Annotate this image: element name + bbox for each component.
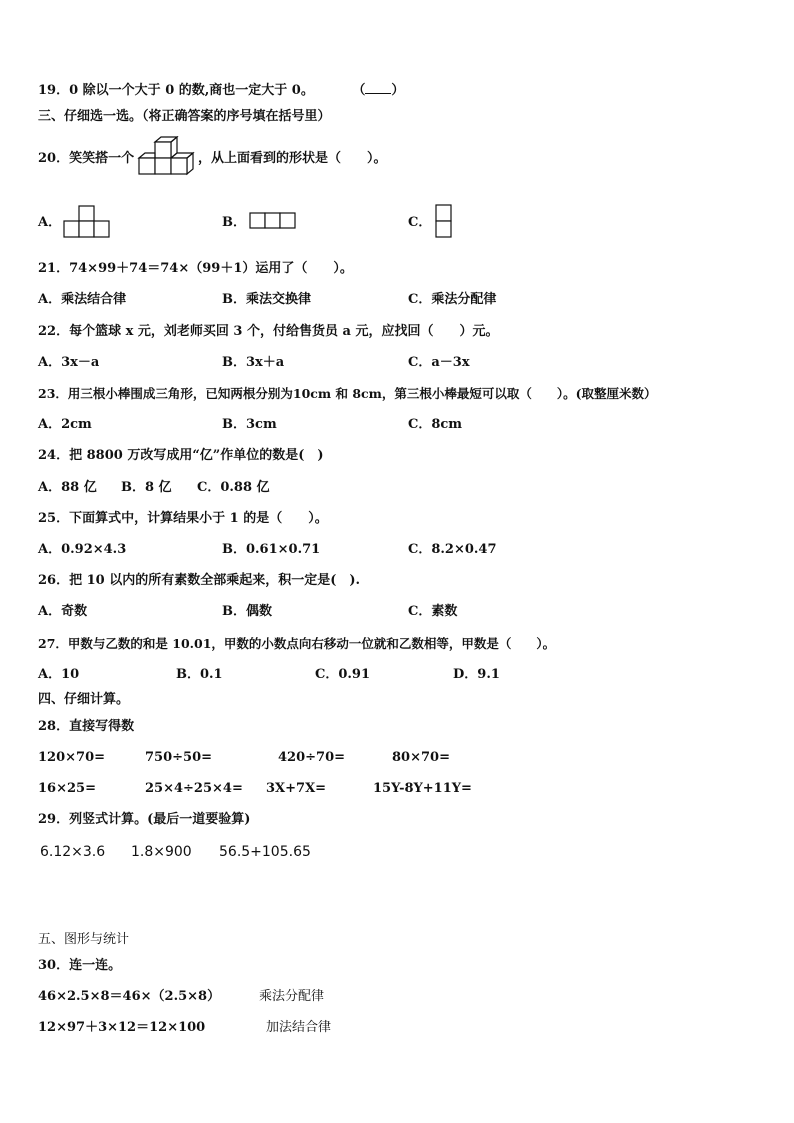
q22-option-c[interactable]: C．a－3x <box>408 355 470 370</box>
q30-left-1[interactable]: 46×2.5×8＝46×（2.5×8） <box>38 989 221 1004</box>
q19-bracket-open: （ <box>352 83 366 98</box>
row-top-left <box>139 153 155 158</box>
bottom-cube-2 <box>155 158 171 174</box>
q20-option-a-label: A． <box>38 215 62 230</box>
q19 <box>38 83 404 99</box>
q20-option-b-label: B． <box>222 215 246 230</box>
q29-title: 29．列竖式计算。(最后一道要验算) <box>38 812 251 827</box>
q29-item-3: 56.5+105.65 <box>219 844 311 860</box>
q27-option-a[interactable]: A．10 <box>38 667 80 682</box>
q26-option-c[interactable]: C．素数 <box>408 604 458 619</box>
q23-option-a[interactable]: A．2cm <box>38 417 92 432</box>
q30-left-2[interactable]: 12×97＋3×12＝12×100 <box>38 1020 206 1035</box>
q28-r2-c3: 3X+7X= <box>266 781 327 796</box>
q25-option-a[interactable] <box>38 542 126 558</box>
q24-option-a[interactable]: A．88 亿 <box>38 480 97 495</box>
q20-option-c-shape[interactable] <box>434 203 454 239</box>
q21-option-b[interactable]: B．乘法交换律 <box>222 292 311 307</box>
q20-option-b-shape[interactable] <box>248 211 298 231</box>
q25-option-b-text: B．0.61×0.71 <box>222 542 321 557</box>
q28-r1-c4: 80×70= <box>392 750 450 765</box>
q25-option-c[interactable] <box>408 542 497 558</box>
q26-option-b[interactable]: B．偶数 <box>222 604 272 619</box>
section-3-heading: 三、仔细选一选。（将正确答案的序号填在括号里） <box>38 109 331 124</box>
q19-answer-blank[interactable] <box>365 83 391 94</box>
q28-r2-c1: 16×25= <box>38 781 96 796</box>
q27-option-b[interactable]: B．0.1 <box>176 667 223 682</box>
q30-right-2[interactable]: 加法结合律 <box>266 1020 332 1035</box>
q20-post: ，从上面看到的形状是（ ）。 <box>198 151 387 166</box>
q26-option-a[interactable]: A．奇数 <box>38 604 88 619</box>
q25-option-c-text: C．8.2×0.47 <box>408 542 497 557</box>
q20-option-a-shape[interactable] <box>62 204 112 240</box>
q25-option-a-text: A．0.92×4.3 <box>38 542 127 557</box>
section-4-heading: 四、仔细计算。 <box>38 692 130 707</box>
q29-item-2: 1.8×900 <box>131 844 192 860</box>
q27-option-d[interactable]: D．9.1 <box>453 667 500 682</box>
q21-option-a[interactable]: A．乘法结合律 <box>38 292 127 307</box>
q28-r1-c2: 750÷50= <box>145 750 213 765</box>
q20-pre: 20．笑笑搭一个 <box>38 151 135 166</box>
q25-text: 25．下面算式中，计算结果小于 1 的是（ ）。 <box>38 511 328 526</box>
row-side <box>187 153 193 174</box>
top-cube-front <box>155 142 171 158</box>
q24-option-c[interactable]: C．0.88 亿 <box>197 480 270 495</box>
q22-option-a[interactable]: A．3x－a <box>38 355 100 370</box>
q27-option-c[interactable]: C．0.91 <box>315 667 371 682</box>
q28-r1-c3: 420÷70= <box>278 750 346 765</box>
q23-option-b[interactable]: B．3cm <box>222 417 277 432</box>
q22-text: 22．每个篮球 x 元，刘老师买回 3 个，付给售货员 a 元，应找回（ ）元。 <box>38 324 499 339</box>
q21-text: 21．74×99＋74＝74×（99＋1）运用了（ ）。 <box>38 261 353 276</box>
q20-option-c-label: C． <box>408 215 432 230</box>
q22-option-b[interactable]: B．3x＋a <box>222 355 285 370</box>
q27-text: 27．甲数与乙数的和是 10.01，甲数的小数点向右移动一位就和乙数相等，甲数是（ ）。 <box>38 636 556 651</box>
q28-r1-c1: 120×70= <box>38 750 106 765</box>
q28-r2-c4: 15Y-8Y+11Y= <box>373 781 472 796</box>
q24-option-b[interactable]: B．8 亿 <box>121 480 172 495</box>
q28-r2-c2: 25×4÷25×4= <box>145 781 243 796</box>
bottom-cube-3 <box>171 158 187 174</box>
q21-option-c[interactable]: C．乘法分配律 <box>408 292 497 307</box>
q20-cube-stack-figure <box>137 136 195 178</box>
q19-bracket-close: ） <box>391 83 405 98</box>
q23-text: 23．用三根小棒围成三角形，已知两根分别为10cm 和 8cm，第三根小棒最短可以取（ ）。(取整厘米数） <box>38 386 657 401</box>
q25-option-b[interactable] <box>222 542 320 558</box>
q30-right-1[interactable]: 乘法分配律 <box>259 989 325 1004</box>
section-5-heading: 五、图形与统计 <box>38 932 130 947</box>
q29-item-1: 6.12×3.6 <box>40 844 106 860</box>
q23-option-c[interactable]: C．8cm <box>408 417 463 432</box>
q28-title: 28．直接写得数 <box>38 719 135 734</box>
q26-text: 26．把 10 以内的所有素数全部乘起来，积一定是( ). <box>38 573 361 588</box>
q24-text: 24．把 8800 万改写成用“亿”作单位的数是( ) <box>38 448 324 463</box>
q19-text: 19．0 除以一个大于 0 的数,商也一定大于 0。 <box>38 83 314 98</box>
bottom-cube-1 <box>139 158 155 174</box>
q30-title: 30．连一连。 <box>38 958 122 973</box>
